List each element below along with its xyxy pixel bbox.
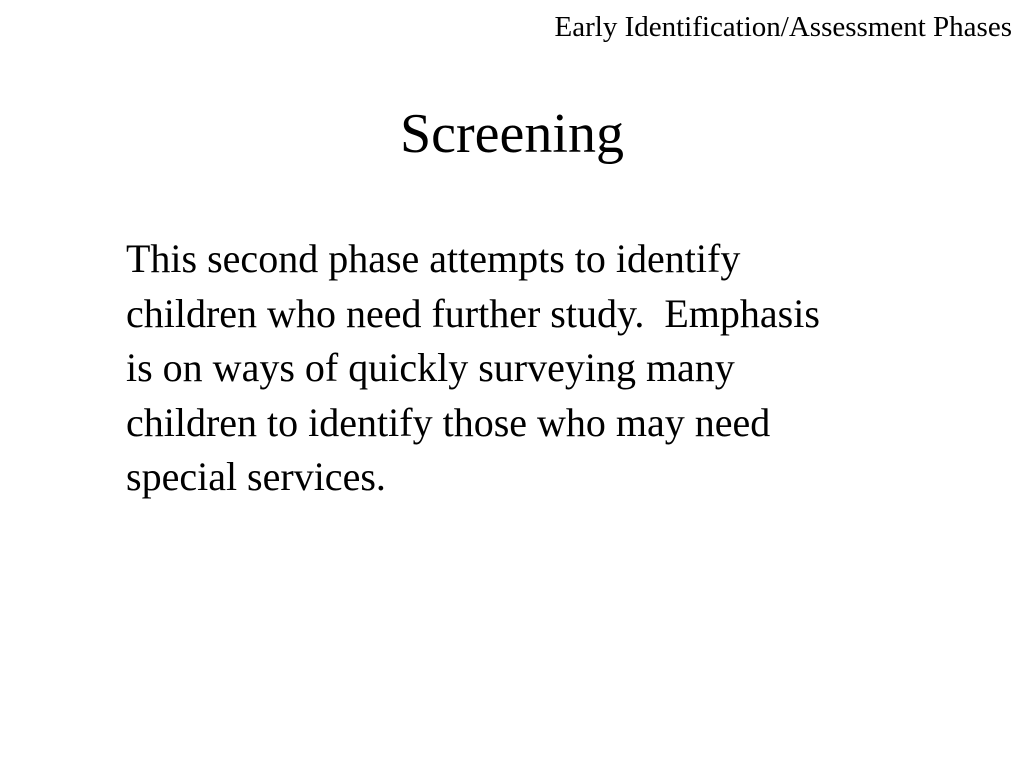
body-line-4: children to identify those who may need [126,399,771,445]
slide-title: Screening [400,103,624,165]
body-line-5: special services. [126,454,386,499]
body-line-3: is on ways of quickly surveying many [126,345,735,390]
body-line-1: This second phase attempts to identify [126,236,741,281]
body-line-2: children who need further study. Emphasis [126,290,820,336]
slide-body [126,232,966,505]
slide-header: Early Identification/Assessment Phases [554,11,1012,43]
